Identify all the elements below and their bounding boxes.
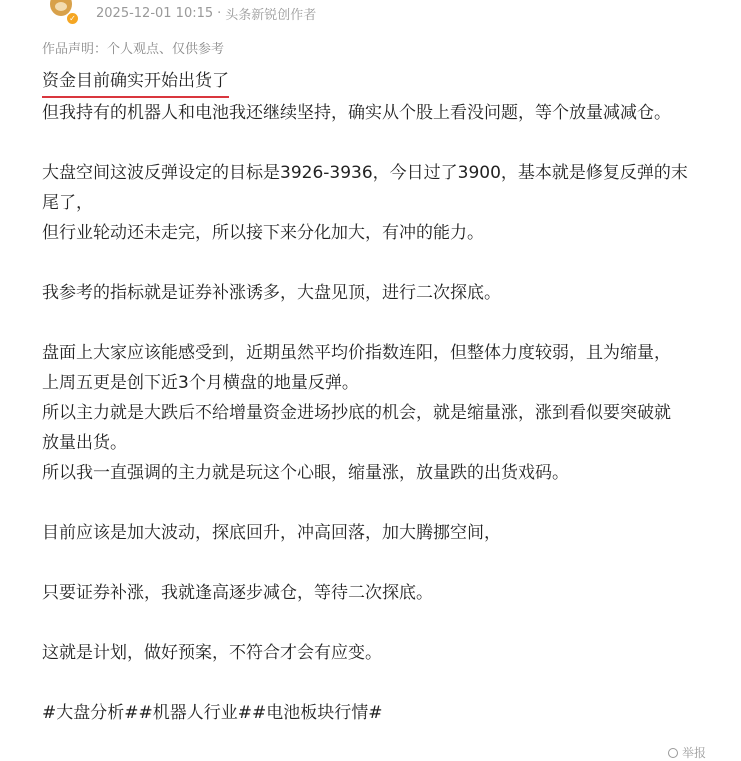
content-notice: 作品声明：个人观点、仅供参考 [42,42,225,57]
article-line: 目前应该是加大波动，探底回升，冲高回落，加大腾挪空间， [42,523,501,543]
paragraph-gap [42,608,722,638]
article-line: 只要证券补涨，我就逢高逐步减仓，等待二次探底。 [42,583,433,603]
report-label: 举报 [682,746,707,760]
article-line: 所以我一直强调的主力就是玩这个心眼，缩量涨，放量跌的出货戏码。 [42,463,569,483]
post-meta [96,4,316,23]
article-line: 大盘空间这波反弹设定的目标是3926-3936，今日过了3900，基本就是修复反弹的末 [42,163,688,183]
report-icon [668,748,678,758]
article-body [42,68,722,728]
meta-separator: · [217,5,222,21]
article-line: 我参考的指标就是证券补涨诱多，大盘见顶，进行二次探底。 [42,283,501,303]
article-line: 上周五更是创下近3个月横盘的地量反弹。 [42,373,359,393]
paragraph-gap [42,488,722,518]
article-headline: 资金目前确实开始出货了 [42,68,229,98]
article-line: 盘面上大家应该能感受到，近期虽然平均价指数连阳，但整体力度较弱，且为缩量， [42,343,671,363]
paragraph-gap [42,248,722,278]
post-timestamp: 2025-12-01 10:15 [96,5,214,21]
article-line: 尾了， [42,193,93,213]
avatar-face-shape [55,2,67,11]
report-button[interactable] [668,744,706,761]
paragraph-gap [42,668,722,698]
article-line: 这就是计划，做好预案，不符合才会有应变。 [42,643,382,663]
article-header [46,0,316,26]
article-line: 放量出货。 [42,433,127,453]
paragraph-gap [42,128,722,158]
article-line: 但行业轮动还未走完，所以接下来分化加大，有冲的能力。 [42,223,484,243]
article-hashtags[interactable]: #大盘分析##机器人行业##电池板块行情# [42,703,383,723]
article-line: 但我持有的机器人和电池我还继续坚持，确实从个股上看没问题，等个放量减减仓。 [42,103,671,123]
author-label[interactable]: 头条新锐创作者 [225,7,317,23]
paragraph-gap [42,308,722,338]
verified-badge-icon: ✓ [66,12,78,25]
paragraph-gap [42,548,722,578]
article-line: 所以主力就是大跌后不给增量资金进场抄底的机会，就是缩量涨，涨到看似要突破就 [42,403,671,423]
author-avatar[interactable] [46,0,78,26]
